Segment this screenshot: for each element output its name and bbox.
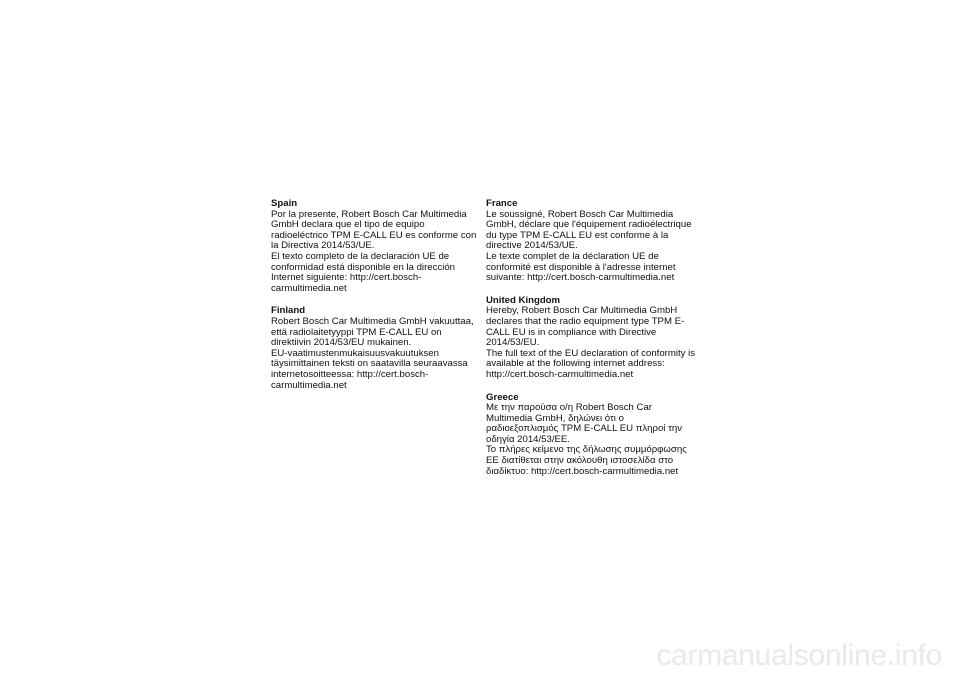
section-heading: United Kingdom	[486, 294, 561, 306]
section-spain	[271, 198, 477, 294]
text-line: directive 2014/53/UE.	[486, 240, 578, 252]
text-line: radioeléctrico TPM E-CALL EU es conforme con	[271, 229, 477, 241]
text-line: Multimedia GmbH, δηλώνει ότι ο	[486, 412, 624, 424]
text-line: διαδίκτυο: http://cert.bosch-carmultimedia.net	[486, 465, 679, 477]
text-line: οδηγία 2014/53/ΕΕ.	[486, 433, 570, 445]
text-line: El texto completo de la declaración UE de	[271, 250, 450, 262]
text-line: http://cert.bosch-carmultimedia.net	[486, 368, 634, 380]
section-heading: Finland	[271, 305, 306, 317]
text-line: CALL EU is in compliance with Directive	[486, 326, 657, 338]
text-line: Por la presente, Robert Bosch Car Multimedia	[271, 208, 467, 220]
text-line: Με την παρούσα ο/η Robert Bosch Car	[486, 402, 652, 414]
text-line: Hereby, Robert Bosch Car Multimedia GmbH	[486, 305, 678, 317]
watermark: carmanualsonline.info	[656, 639, 942, 672]
text-line: Le soussigné, Robert Bosch Car Multimedia	[486, 208, 674, 220]
text-line: conformidad está disponible en la dirección	[271, 261, 455, 273]
right-column	[486, 199, 698, 489]
text-line: EU-vaatimustenmukaisuusvakuutuksen	[271, 347, 439, 359]
text-line: carmultimedia.net	[271, 379, 347, 391]
text-line: du type TPM E-CALL EU est conforme à la	[486, 229, 669, 241]
section-finland	[271, 305, 474, 391]
section-greece	[486, 393, 698, 478]
text-line: The full text of the EU declaration of conformity is	[486, 347, 696, 359]
text-line: Le texte complet de la déclaration UE de	[486, 250, 659, 262]
left-column	[271, 198, 477, 403]
text-line: GmbH declara que el tipo de equipo	[271, 219, 425, 231]
text-line: 2014/53/EU.	[486, 337, 540, 349]
text-line: ΕΕ διατίθεται στην ακόλουθη ιστοσελίδα στο	[486, 455, 674, 467]
text-line: täysimittainen teksti on saatavilla seuraavassa	[271, 358, 468, 370]
section-heading: Spain	[271, 198, 298, 209]
text-line: ραδιοεξοπλισμός TPM E-CALL EU πληροί την	[486, 423, 683, 435]
section-heading: Greece	[486, 391, 519, 403]
text-line: Internet siguiente: http://cert.bosch-	[271, 272, 422, 284]
section-united-kingdom	[486, 296, 698, 381]
text-line: direktiivin 2014/53/EU mukainen.	[271, 337, 412, 349]
text-line: että radiolaitetyyppi TPM E-CALL EU on	[271, 326, 442, 338]
text-line: suivante: http://cert.bosch-carmultimedia.net	[486, 272, 675, 284]
section-heading: France	[486, 198, 518, 209]
text-line: la Directiva 2014/53/UE.	[271, 240, 375, 252]
text-line: Robert Bosch Car Multimedia GmbH vakuuttaa,	[271, 315, 474, 327]
text-line: GmbH, déclare que l'équipement radioélectrique	[486, 219, 692, 231]
text-line: carmultimedia.net	[271, 282, 347, 294]
text-line: declares that the radio equipment type TPM E-	[486, 315, 685, 327]
section-france	[486, 199, 698, 284]
text-line: available at the following internet address:	[486, 358, 665, 370]
text-line: conformité est disponible à l'adresse internet	[486, 261, 676, 273]
text-line: internetosoitteessa: http://cert.bosch-	[271, 368, 429, 380]
text-line: Το πλήρες κείμενο της δήλωσης συμμόρφωσης	[486, 444, 687, 456]
